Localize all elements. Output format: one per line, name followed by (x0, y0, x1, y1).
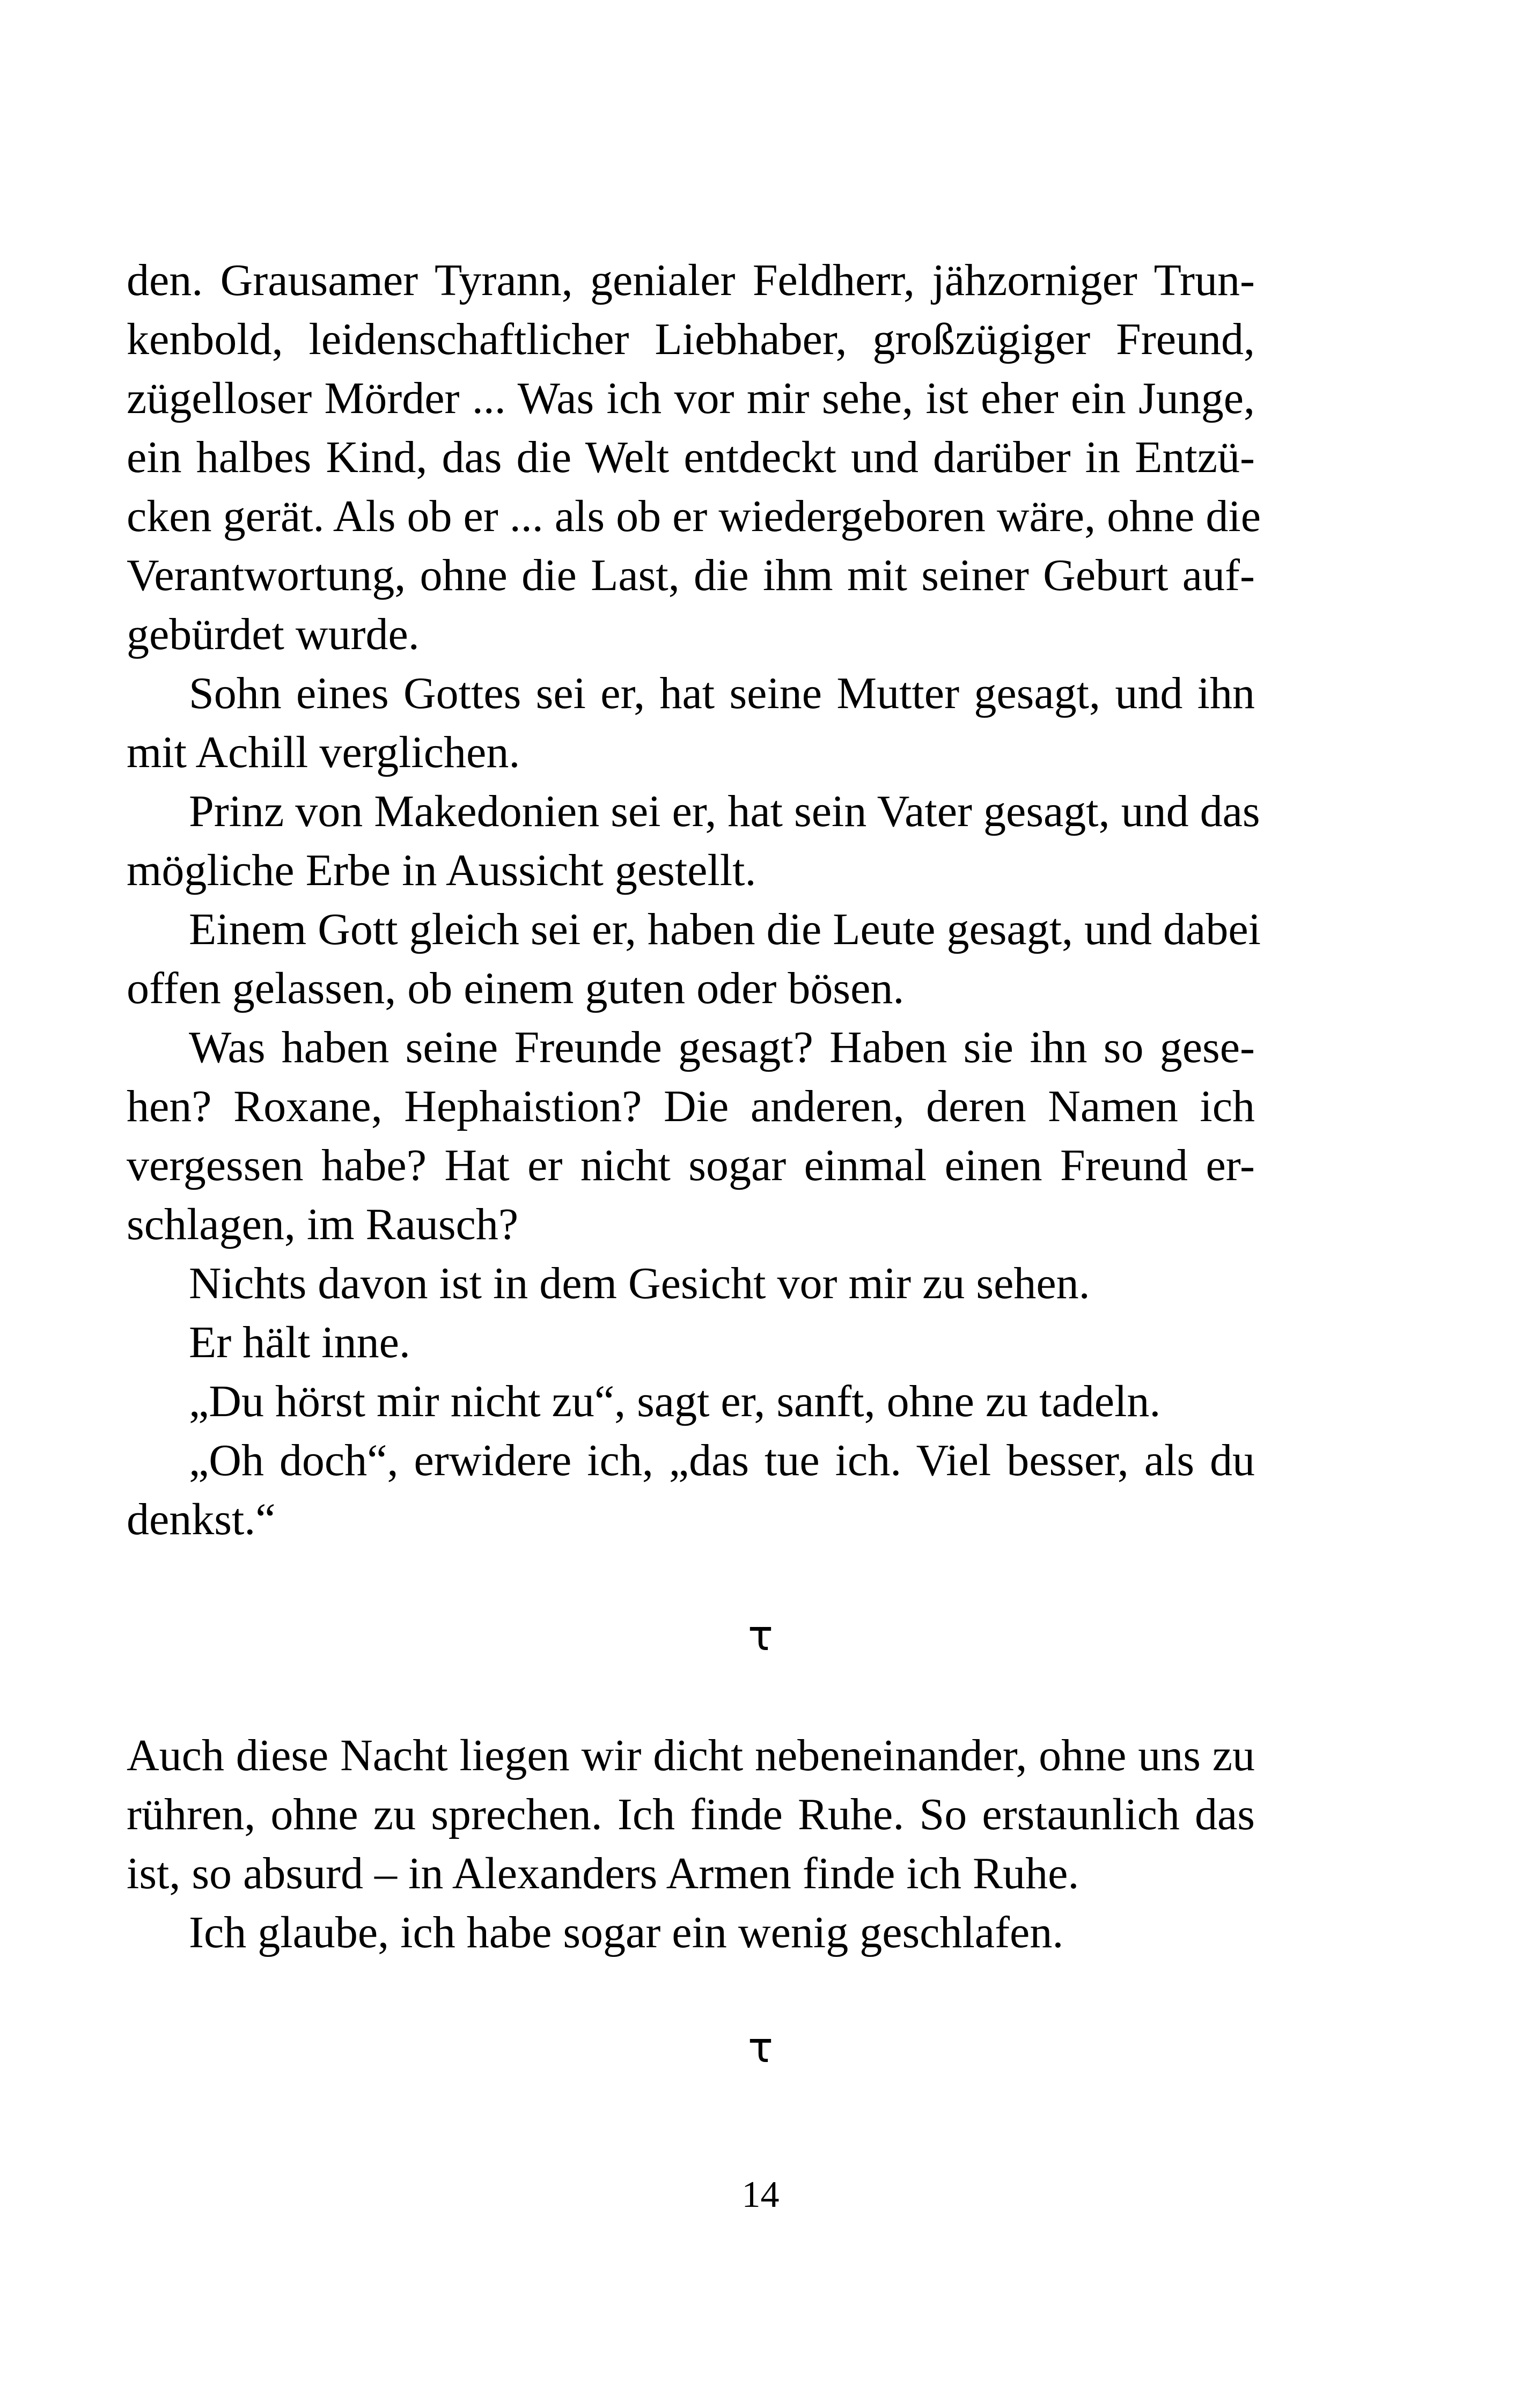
text-line: hen? Roxane, Hephaistion? Die anderen, deren Namen ich (127, 1081, 1255, 1131)
text-line: ist, so absurd – in Alexanders Armen finde ich Ruhe. (127, 1849, 1079, 1898)
text-line: gebürdet wurde. (127, 609, 420, 659)
text-line: rühren, ohne zu sprechen. Ich finde Ruhe. So erstaunlich das (127, 1790, 1255, 1839)
text-line: Sohn eines Gottes sei er, hat seine Mutter gesagt, und ihn (189, 668, 1255, 718)
text-line: Nichts davon ist in dem Gesicht vor mir zu sehen. (189, 1258, 1090, 1308)
text-line: Verantwortung, ohne die Last, die ihm mit seiner Geburt auf- (127, 550, 1255, 600)
text-line: Auch diese Nacht liegen wir dicht nebeneinander, ohne uns zu (127, 1730, 1255, 1780)
text-line: vergessen habe? Hat er nicht sogar einmal einen Freund er- (127, 1140, 1255, 1190)
text-line: Was haben seine Freunde gesagt? Haben sie ihn so gese- (189, 1022, 1255, 1072)
page-number: 14 (741, 2174, 780, 2215)
text-line: „Oh doch“, erwidere ich, „das tue ich. Viel besser, als du (189, 1435, 1255, 1485)
text-line: mögliche Erbe in Aussicht gestellt. (127, 845, 756, 895)
text-line: Prinz von Makedonien sei er, hat sein Vater gesagt, und das (189, 786, 1260, 836)
text-line: schlagen, im Rausch? (127, 1199, 519, 1249)
text-line: „Du hörst mir nicht zu“, sagt er, sanft, ohne zu tadeln. (189, 1376, 1161, 1426)
text-line: kenbold, leidenschaftlicher Liebhaber, großzügiger Freund, (127, 314, 1255, 364)
section-divider: τ (748, 1612, 773, 1660)
text-line: offen gelassen, ob einem guten oder bösen. (127, 963, 905, 1013)
text-line: zügelloser Mörder ... Was ich vor mir sehe, ist eher ein Junge, (127, 373, 1255, 423)
text-line: mit Achill verglichen. (127, 727, 520, 777)
section-divider: τ (748, 2024, 773, 2072)
text-line: cken gerät. Als ob er ... als ob er wiedergeboren wäre, ohne die (127, 491, 1261, 541)
text-line: Einem Gott gleich sei er, haben die Leute gesagt, und dabei (189, 904, 1261, 954)
text-line: denkst.“ (127, 1494, 276, 1544)
text-line: ein halbes Kind, das die Welt entdeckt und darüber in Entzü- (127, 432, 1255, 482)
text-line: Er hält inne. (189, 1317, 410, 1367)
text-line: Ich glaube, ich habe sogar ein wenig geschlafen. (189, 1908, 1064, 1957)
text-line: den. Grausamer Tyrann, genialer Feldherr, jähzorniger Trun- (127, 255, 1255, 305)
